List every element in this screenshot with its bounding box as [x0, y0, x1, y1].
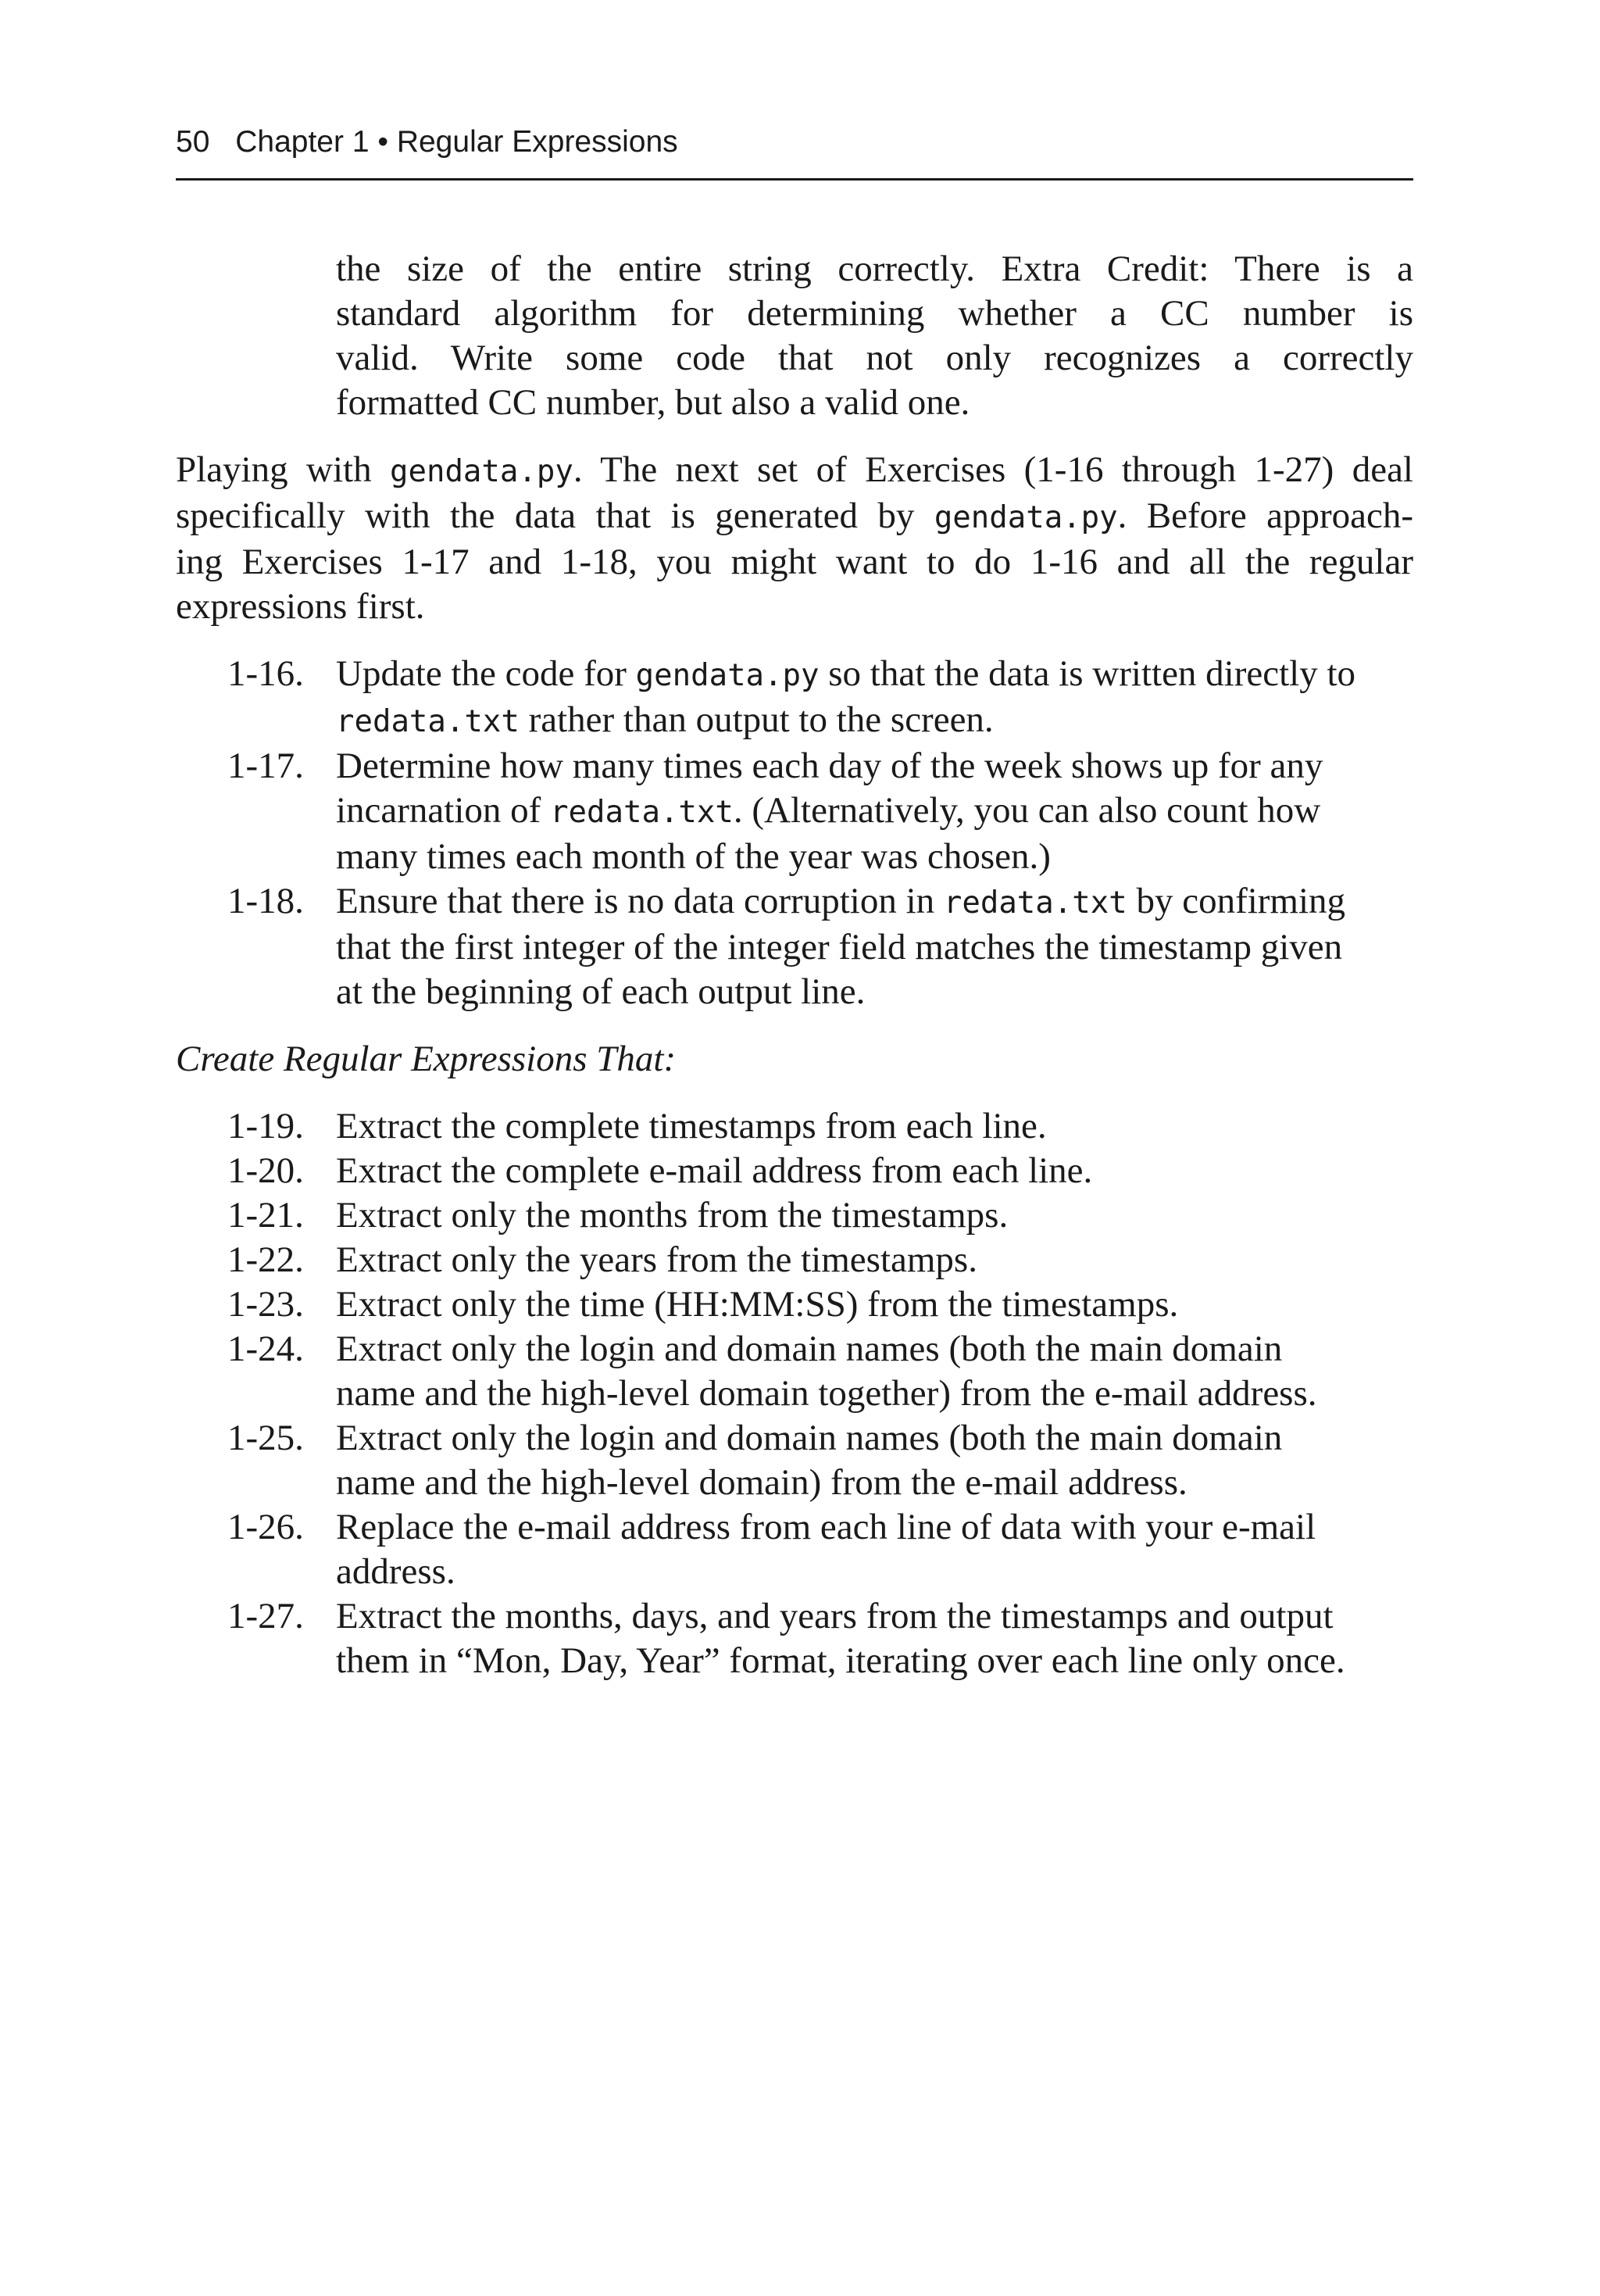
exercise-text: Extract the months, days, and years from the timestamps and output them in “Mon, Day, Year” format, iterating over each line only once.	[336, 1596, 1345, 1681]
paragraph-line: ing Exercises 1-17 and 1-18, you might want to do 1-16 and all the regular	[176, 542, 1413, 582]
exercise-continuation	[336, 247, 1413, 425]
exercise-text-run: Determine how many times each day of the week shows up for any incarnation of	[336, 746, 1323, 831]
exercise-item	[176, 1149, 1413, 1193]
exercise-text: Extract the complete e-mail address from each line.	[336, 1150, 1093, 1191]
exercise-number: 1-23.	[227, 1284, 304, 1325]
paragraph-text: Playing with	[176, 449, 391, 490]
exercise-item	[176, 1104, 1413, 1149]
exercise-item	[176, 1238, 1413, 1282]
exercise-text-run: by confirming that the first integer of the integer field matches the timestamp given at the beginning of each output line.	[336, 881, 1346, 1012]
exercise-list-gendata	[176, 652, 1413, 1014]
exercise-number: 1-20.	[227, 1150, 304, 1191]
exercise-text	[336, 744, 1413, 879]
exercise-text: Extract only the time (HH:MM:SS) from the timestamps.	[336, 1284, 1179, 1325]
exercise-text	[336, 652, 1413, 744]
exercise-item	[176, 1282, 1413, 1327]
intro-paragraph	[176, 448, 1413, 629]
continuation-line: formatted CC number, but also a valid one.	[336, 382, 970, 423]
body-text	[176, 247, 1413, 1706]
exercise-number: 1-24.	[227, 1329, 304, 1369]
exercise-number: 1-26.	[227, 1507, 304, 1547]
exercise-text-run: . (Alternatively, you can also count how many times each month of the year was chosen.)	[336, 790, 1321, 877]
exercise-number: 1-18.	[227, 881, 304, 921]
exercise-text-run: so that the data is written directly to	[819, 653, 1356, 694]
exercise-text: Extract the complete timestamps from each line.	[336, 1106, 1047, 1146]
exercise-number: 1-17.	[227, 746, 304, 786]
exercise-text: Extract only the login and domain names (both the main domain name and the high-level domain together) from the e-mail address.	[336, 1329, 1317, 1414]
paragraph-line	[176, 494, 1413, 540]
inline-code: redata.txt	[943, 885, 1127, 921]
exercise-number: 1-16.	[227, 653, 304, 694]
exercise-item	[176, 1505, 1413, 1594]
continuation-line: the size of the entire string correctly. Extra Credit: There is a	[336, 249, 1413, 289]
page-number: 50	[176, 125, 210, 159]
section-subheading: Create Regular Expressions That:	[176, 1039, 677, 1079]
exercise-text	[336, 879, 1413, 1014]
exercise-text-run: Update the code for	[336, 653, 636, 694]
paragraph-line	[176, 448, 1413, 494]
exercise-number: 1-19.	[227, 1106, 304, 1146]
chapter-title: Chapter 1 • Regular Expressions	[235, 125, 678, 159]
exercise-text: Extract only the years from the timestamps.	[336, 1239, 977, 1280]
inline-code: gendata.py	[934, 500, 1118, 535]
exercise-item	[176, 1327, 1413, 1416]
exercise-item	[176, 652, 1413, 744]
paragraph-text: . The next set of Exercises (1-16 through 1-27) deal	[573, 449, 1413, 490]
inline-code: gendata.py	[635, 658, 820, 693]
exercise-number: 1-22.	[227, 1239, 304, 1280]
exercise-item	[176, 1193, 1413, 1238]
exercise-number: 1-21.	[227, 1195, 304, 1236]
exercise-list-regex	[176, 1104, 1413, 1683]
exercise-text: Extract only the login and domain names (both the main domain name and the high-level domain) from the e-mail address.	[336, 1418, 1283, 1503]
continuation-line: standard algorithm for determining whether a CC number is	[336, 293, 1413, 334]
exercise-text-run: Ensure that there is no data corruption in	[336, 881, 944, 921]
paragraph-line: expressions first.	[176, 586, 425, 627]
paragraph-text: specifically with the data that is generated by	[176, 495, 934, 536]
exercise-text: Extract only the months from the timestamps.	[336, 1195, 1009, 1236]
inline-code: gendata.py	[390, 454, 573, 489]
inline-code: redata.txt	[550, 795, 734, 830]
continuation-line: valid. Write some code that not only recognizes a correctly	[336, 338, 1413, 378]
exercise-number: 1-27.	[227, 1596, 304, 1636]
exercise-number: 1-25.	[227, 1418, 304, 1458]
paragraph-text: . Before approach-	[1117, 495, 1413, 536]
running-head	[176, 122, 678, 163]
header-rule	[176, 178, 1413, 181]
exercise-item	[176, 879, 1413, 1014]
exercise-text-run: rather than output to the screen.	[519, 699, 994, 740]
inline-code: redata.txt	[336, 704, 520, 739]
exercise-item	[176, 744, 1413, 879]
exercise-item	[176, 1594, 1413, 1683]
exercise-text: Replace the e-mail address from each line of data with your e-mail address.	[336, 1507, 1316, 1592]
exercise-item	[176, 1416, 1413, 1505]
